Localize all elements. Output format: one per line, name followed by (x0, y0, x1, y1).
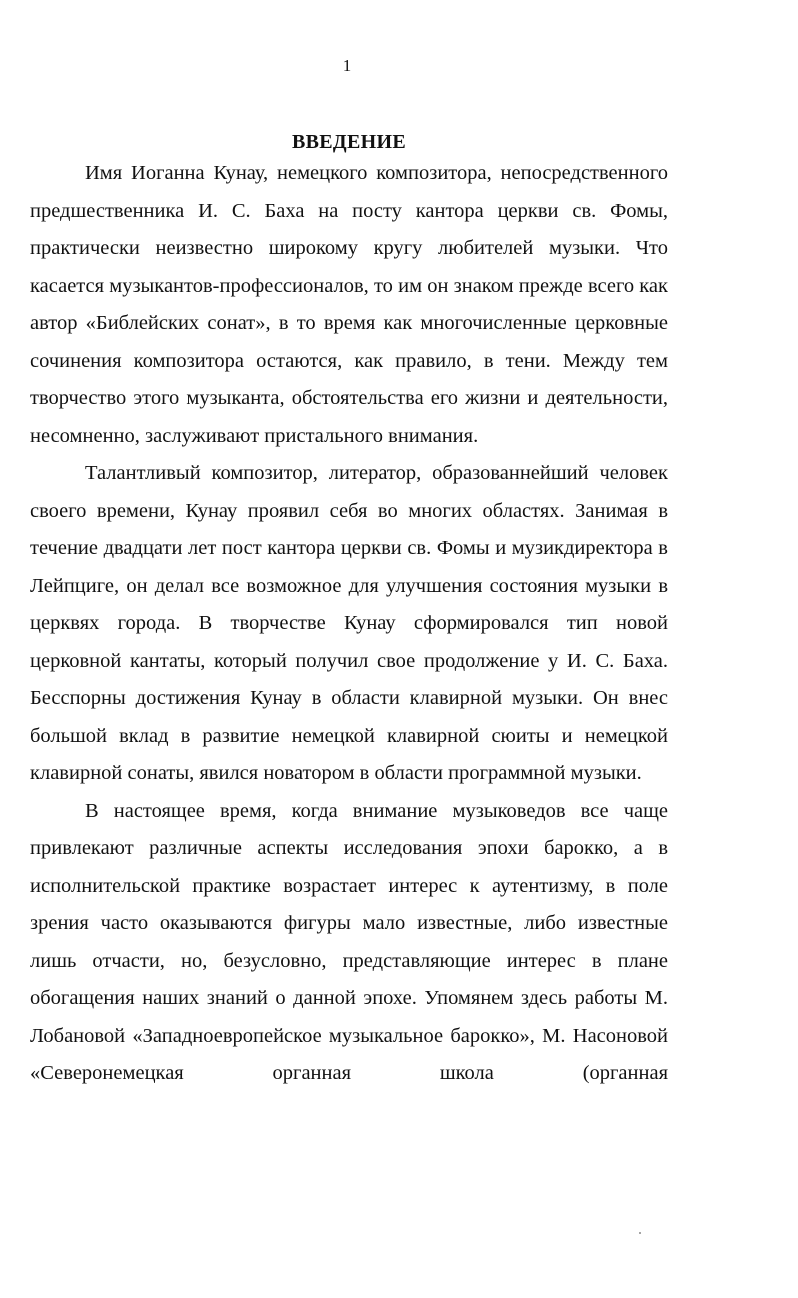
paragraph-3: В настоящее время, когда внимание музыковедов все чаще привлекают различные аспекты исследования эпохи барокко, а в исполнительской практике возрастает интерес к аутентизму, в поле зрения часто оказываются фигуры мало известные, либо известные лишь отчасти, но, безусловно, представляющие интерес в плане обогащения наших знаний о данной эпохе. Упомянем здесь работы М. Лобановой «Западноевропейское музыкальное барокко», М. Насоновой «Северонемецкая органная школа (органная (30, 799, 668, 1084)
paragraph-2: Талантливый композитор, литератор, образованнейший человек своего времени, Кунау проявил себя во многих областях. Занимая в течение двадцати лет пост кантора церкви св. Фомы и музикдиректора в Лейпциге, он делал все возможное для улучшения состояния музыки в церквях города. В творчестве Кунау сформировался тип новой церковной кантаты, который получил свое продолжение у И. С. Баха. Бесспорны достижения Кунау в области клавирной музыки. Он внес большой вклад в развитие немецкой клавирной сюиты и немецкой клавирной сонаты, явился новатором в области программной музыки. (30, 462, 668, 784)
page-number: 1 (342, 56, 352, 75)
scan-speck (639, 1232, 641, 1234)
text-body (30, 129, 668, 1093)
section-heading: ВВЕДЕНИЕ (292, 131, 406, 153)
paragraph-1: Имя Иоганна Кунау, немецкого композитора, непосредственного предшественника И. С. Баха на посту кантора церкви св. Фомы, практически неизвестно широкому кругу любителей музыки. Что касается музыкантов-профессионалов, то им он знаком прежде всего как автор «Библейских сонат», в то время как многочисленные церковные сочинения композитора остаются, как правило, в тени. Между тем творчество этого музыканта, обстоятельства его жизни и деятельности, несомненно, заслуживают пристального внимания. (30, 162, 668, 447)
